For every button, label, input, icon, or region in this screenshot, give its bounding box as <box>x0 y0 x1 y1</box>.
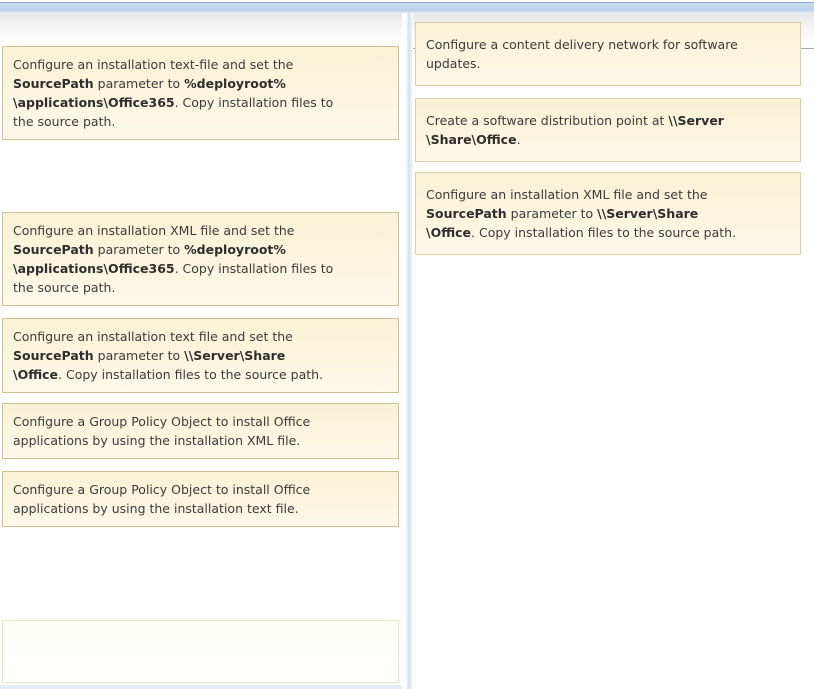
answer-area-panel <box>413 13 814 689</box>
option-card[interactable] <box>2 212 399 306</box>
empty-drop-slot[interactable] <box>2 620 399 683</box>
option-card-text: Configure an installation text file and set the SourcePath parameter to \\Server\Share \Office. Copy installation files to the source path. <box>13 329 324 382</box>
option-card[interactable] <box>2 46 399 140</box>
options-panel-header <box>0 13 402 44</box>
answer-card[interactable] <box>415 98 801 162</box>
answer-card[interactable] <box>415 172 801 255</box>
option-card[interactable] <box>2 403 399 459</box>
option-card[interactable] <box>2 471 399 527</box>
bottom-edge-strip <box>0 685 402 689</box>
option-card-text: Configure an installation XML file and set the SourcePath parameter to %deployroot% \applications\Office365. Copy installation files to the source path. <box>13 223 334 295</box>
answer-card-text: Configure an installation XML file and set the SourcePath parameter to \\Server\Share \Office. Copy installation files to the source path. <box>426 187 737 240</box>
option-card-text: Configure a Group Policy Object to install Office applications by using the installation XML file. <box>13 414 311 448</box>
panel-separator <box>406 13 412 689</box>
option-card-text: Configure a Group Policy Object to install Office applications by using the installation text file. <box>13 482 311 516</box>
option-card[interactable] <box>2 318 399 393</box>
option-card-text: Configure an installation text-file and set the SourcePath parameter to %deployroot% \applications\Office365. Copy installation files to the source path. <box>13 57 334 129</box>
answer-card-text: Configure a content delivery network for software updates. <box>426 37 738 71</box>
window-top-bar <box>0 2 814 13</box>
answer-card-text: Create a software distribution point at \\Server \Share\Office. <box>426 113 724 147</box>
options-panel <box>0 13 402 689</box>
answer-card[interactable] <box>415 22 801 86</box>
